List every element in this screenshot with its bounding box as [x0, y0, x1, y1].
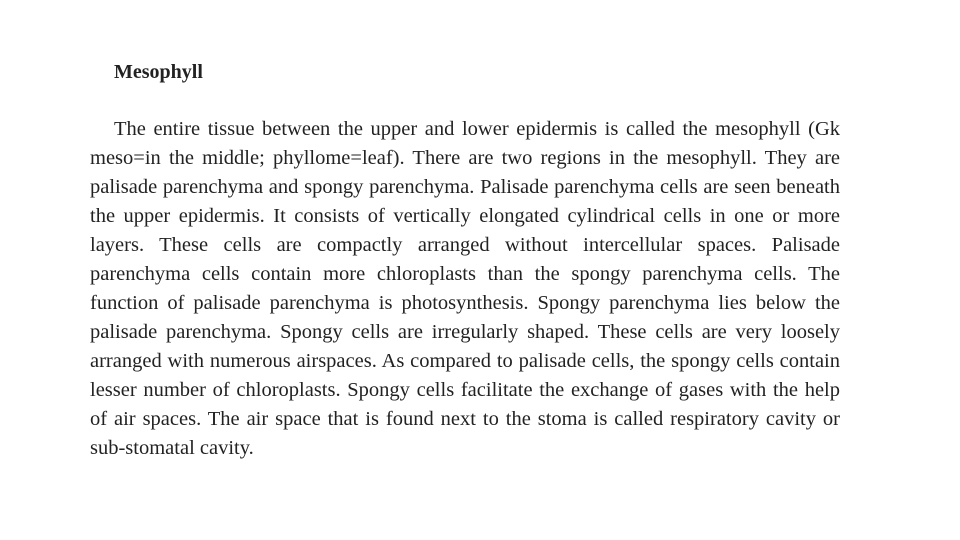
section-heading: Mesophyll: [114, 61, 203, 83]
body-paragraph: The entire tissue between the upper and lower epidermis is called the mesophyll (Gk meso=in the middle; phyllome=leaf). There are two regions in the mesophyll. They are palisade parenchyma and spongy parenchyma. Palisade parenchyma cells are seen beneath the upper epidermis. It consists of vertically elongated cylindrical cells in one or more layers. These cells are compactly arranged without intercellular spaces. Palisade parenchyma cells contain more chloroplasts than the spongy parenchyma cells. The function of palisade parenchyma is photosynthesis. Spongy parenchyma lies below the palisade parenchyma. Spongy cells are irregularly shaped. These cells are very loosely arranged with numerous airspaces. As compared to palisade cells, the spongy cells contain lesser number of chloroplasts. Spongy cells facilitate the exchange of gases with the help of air spaces. The air space that is found next to the stoma is called respiratory cavity or sub-stomatal cavity.: [90, 118, 840, 459]
